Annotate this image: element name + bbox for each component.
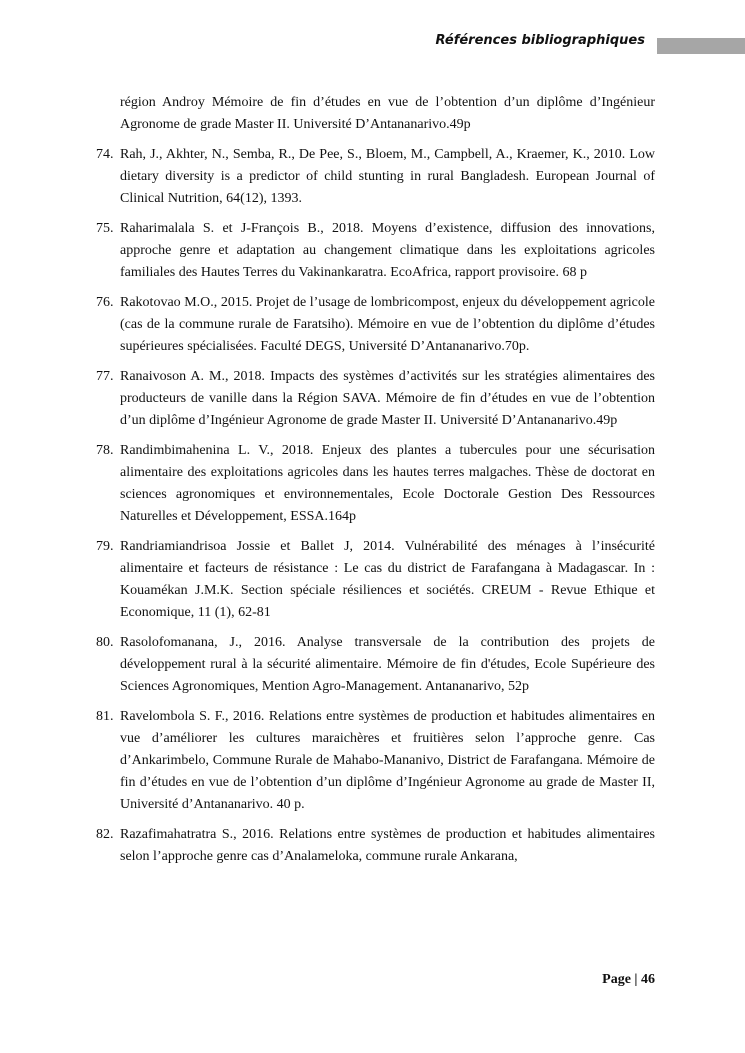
reference-list <box>96 92 655 876</box>
reference-number: 76. <box>96 295 114 310</box>
reference-item <box>96 218 655 284</box>
reference-item <box>96 292 655 358</box>
reference-text: Raharimalala S. et J-François B., 2018. Moyens d’existence, diffusion des innovations, approche genre et adaptation au changement climatique dans les exploitations agricoles familiales des Hautes Terres du Vakinankaratra. EcoAfrica, rapport provisoire. 68 p <box>120 221 655 280</box>
reference-continuation: région Androy Mémoire de fin d’études en vue de l’obtention d’un diplôme d’Ingénieur Agronome de grade Master II. Université D’Antananarivo.49p <box>120 95 655 132</box>
reference-text: Rah, J., Akhter, N., Semba, R., De Pee, S., Bloem, M., Campbell, A., Kraemer, K., 2010. Low dietary diversity is a predictor of child stunting in rural Bangladesh. European Journal of Clinical Nutrition, 64(12), 1393. <box>120 147 655 206</box>
reference-item <box>96 632 655 698</box>
reference-text: Ravelombola S. F., 2016. Relations entre systèmes de production et habitudes alimentaires en vue d’améliorer les cultures maraichères et fruitières selon l’approche genre. Cas d’Ankarimbelo, Commune Rurale de Mahabo-Mananivo, District de Farafangana. Mémoire de fin d’études en vue de l’obtention d’un diplôme d’Ingénieur Agronome au grade de Master II, Université d’Antananarivo. 40 p. <box>120 709 655 812</box>
reference-text: Randimbimahenina L. V., 2018. Enjeux des plantes a tubercules pour une sécurisation alimentaire des exploitations agricoles dans les hautes terres malgaches. Thèse de doctorat en sciences agronomiques et environnementales, Ecole Doctorale Gestion Des Ressources Naturelles et Développement, ESSA.164p <box>120 443 655 524</box>
reference-number: 78. <box>96 443 114 458</box>
reference-item <box>96 536 655 624</box>
header-accent-bar <box>657 38 745 54</box>
reference-text: Rakotovao M.O., 2015. Projet de l’usage de lombricompost, enjeux du développement agricole (cas de la commune rurale de Faratsiho). Mémoire en vue de l’obtention du diplôme d’études supérieures spécialisées. Faculté DEGS, Université D’Antananarivo.70p. <box>120 295 655 354</box>
reference-text: Ranaivoson A. M., 2018. Impacts des systèmes d’activités sur les stratégies alimentaires des producteurs de vanille dans la Région SAVA. Mémoire de fin d’études en vue de l’obtention d’un diplôme d’Ingénieur Agronome de grade Master II. Université D’Antananarivo.49p <box>120 369 655 428</box>
reference-number: 74. <box>96 147 114 162</box>
reference-text: Randriamiandrisoa Jossie et Ballet J, 2014. Vulnérabilité des ménages à l’insécurité alimentaire et facteurs de résistance : Le cas du district de Farafangana à Madagascar. In : Kouamékan J.M.K. Section spéciale résiliences et sociétés. CREUM - Revue Ethique et Economique, 11 (1), 62-81 <box>120 539 655 620</box>
reference-item <box>96 440 655 528</box>
page-number: Page | 46 <box>602 972 655 987</box>
reference-number: 81. <box>96 709 114 724</box>
reference-text: Razafimahatratra S., 2016. Relations entre systèmes de production et habitudes alimentaires selon l’approche genre cas d’Analameloka, commune rurale Ankarana, <box>120 827 655 864</box>
page-header-title: Références bibliographiques <box>435 33 645 48</box>
reference-number: 75. <box>96 221 114 236</box>
reference-item <box>96 706 655 816</box>
reference-item <box>96 824 655 868</box>
reference-item <box>96 144 655 210</box>
reference-number: 82. <box>96 827 114 842</box>
reference-number: 80. <box>96 635 114 650</box>
reference-text: Rasolofomanana, J., 2016. Analyse transversale de la contribution des projets de développement rural à la sécurité alimentaire. Mémoire de fin d'études, Ecole Supérieure des Sciences Agronomiques, Mention Agro-Management. Antananarivo, 52p <box>120 635 655 694</box>
reference-item <box>96 366 655 432</box>
reference-number: 79. <box>96 539 114 554</box>
reference-number: 77. <box>96 369 114 384</box>
